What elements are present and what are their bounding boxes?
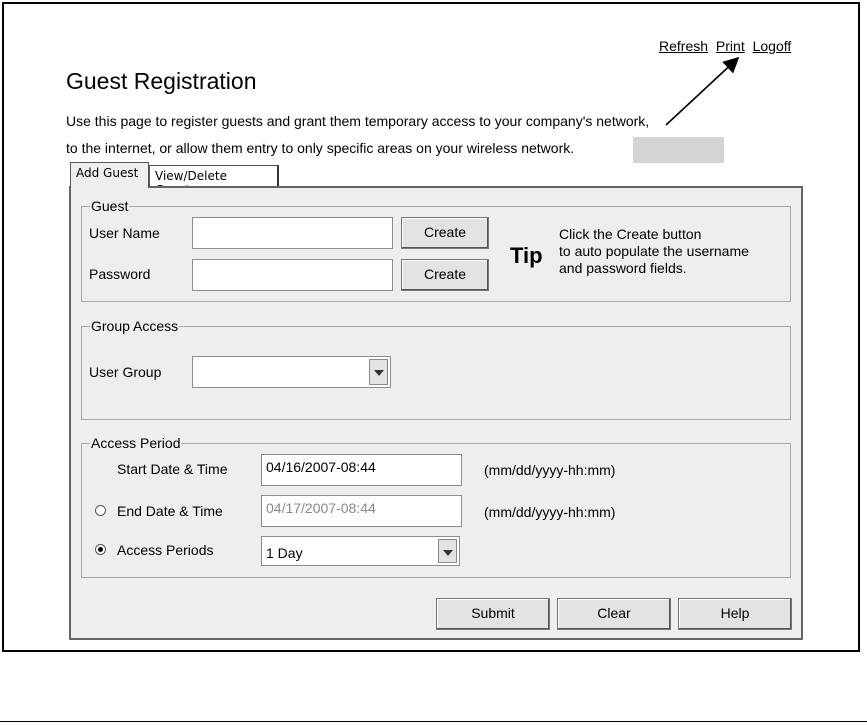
username-label: User Name <box>89 225 160 241</box>
add-guest-panel <box>69 186 803 640</box>
chevron-down-icon[interactable] <box>369 359 388 385</box>
user-group-label: User Group <box>89 364 162 380</box>
top-links <box>659 38 795 54</box>
group-access-legend: Group Access <box>91 318 179 334</box>
access-periods-label: Access Periods <box>117 542 214 558</box>
tip-line: to auto populate the username <box>559 243 749 259</box>
access-periods-value: 1 Day <box>266 545 303 561</box>
end-date-label: End Date & Time <box>117 503 223 519</box>
access-periods-radio[interactable] <box>95 544 106 555</box>
access-period-legend: Access Period <box>91 435 181 451</box>
tip-line: and password fields. <box>559 260 687 276</box>
create-username-button[interactable]: Create <box>401 217 489 249</box>
username-input[interactable] <box>192 217 393 249</box>
page-title: Guest Registration <box>66 68 257 94</box>
description-line-2: to the internet, or allow them entry to only specific areas on your wireless network. <box>66 140 575 156</box>
tip-line: Click the Create button <box>559 226 702 242</box>
tip-label: Tip <box>510 243 543 268</box>
end-date-radio[interactable] <box>95 505 106 516</box>
create-password-button[interactable]: Create <box>401 259 489 291</box>
tab-view-delete-guests[interactable]: View/Delete <box>149 165 279 186</box>
start-date-label: Start Date & Time <box>117 461 228 477</box>
description-line-1: Use this page to register guests and grant them temporary access to your company's network, <box>66 113 650 129</box>
password-input[interactable] <box>192 259 393 291</box>
end-date-format-hint: (mm/dd/yyyy-hh:mm) <box>484 504 616 520</box>
tab-add-guest[interactable]: Add Guest <box>70 162 149 188</box>
user-group-select[interactable] <box>192 356 391 388</box>
access-periods-select[interactable] <box>261 536 460 566</box>
chevron-down-icon[interactable] <box>438 539 457 563</box>
page-divider <box>0 721 867 722</box>
clear-button[interactable]: Clear <box>557 598 671 630</box>
main-window <box>2 2 860 652</box>
submit-button[interactable]: Submit <box>436 598 550 630</box>
password-label: Password <box>89 266 151 282</box>
end-date-input[interactable]: 04/17/2007-08:44 <box>261 495 462 527</box>
refresh-link[interactable]: Refresh <box>659 38 709 54</box>
guest-legend: Guest <box>91 198 129 214</box>
tip-text <box>559 226 749 277</box>
start-date-format-hint: (mm/dd/yyyy-hh:mm) <box>484 462 616 478</box>
start-date-input[interactable]: 04/16/2007-08:44 <box>261 454 462 486</box>
group-access-group <box>81 318 791 420</box>
highlight-box <box>633 137 724 163</box>
logoff-link[interactable]: Logoff <box>752 38 792 54</box>
help-button[interactable]: Help <box>678 598 792 630</box>
print-link[interactable]: Print <box>715 38 745 54</box>
